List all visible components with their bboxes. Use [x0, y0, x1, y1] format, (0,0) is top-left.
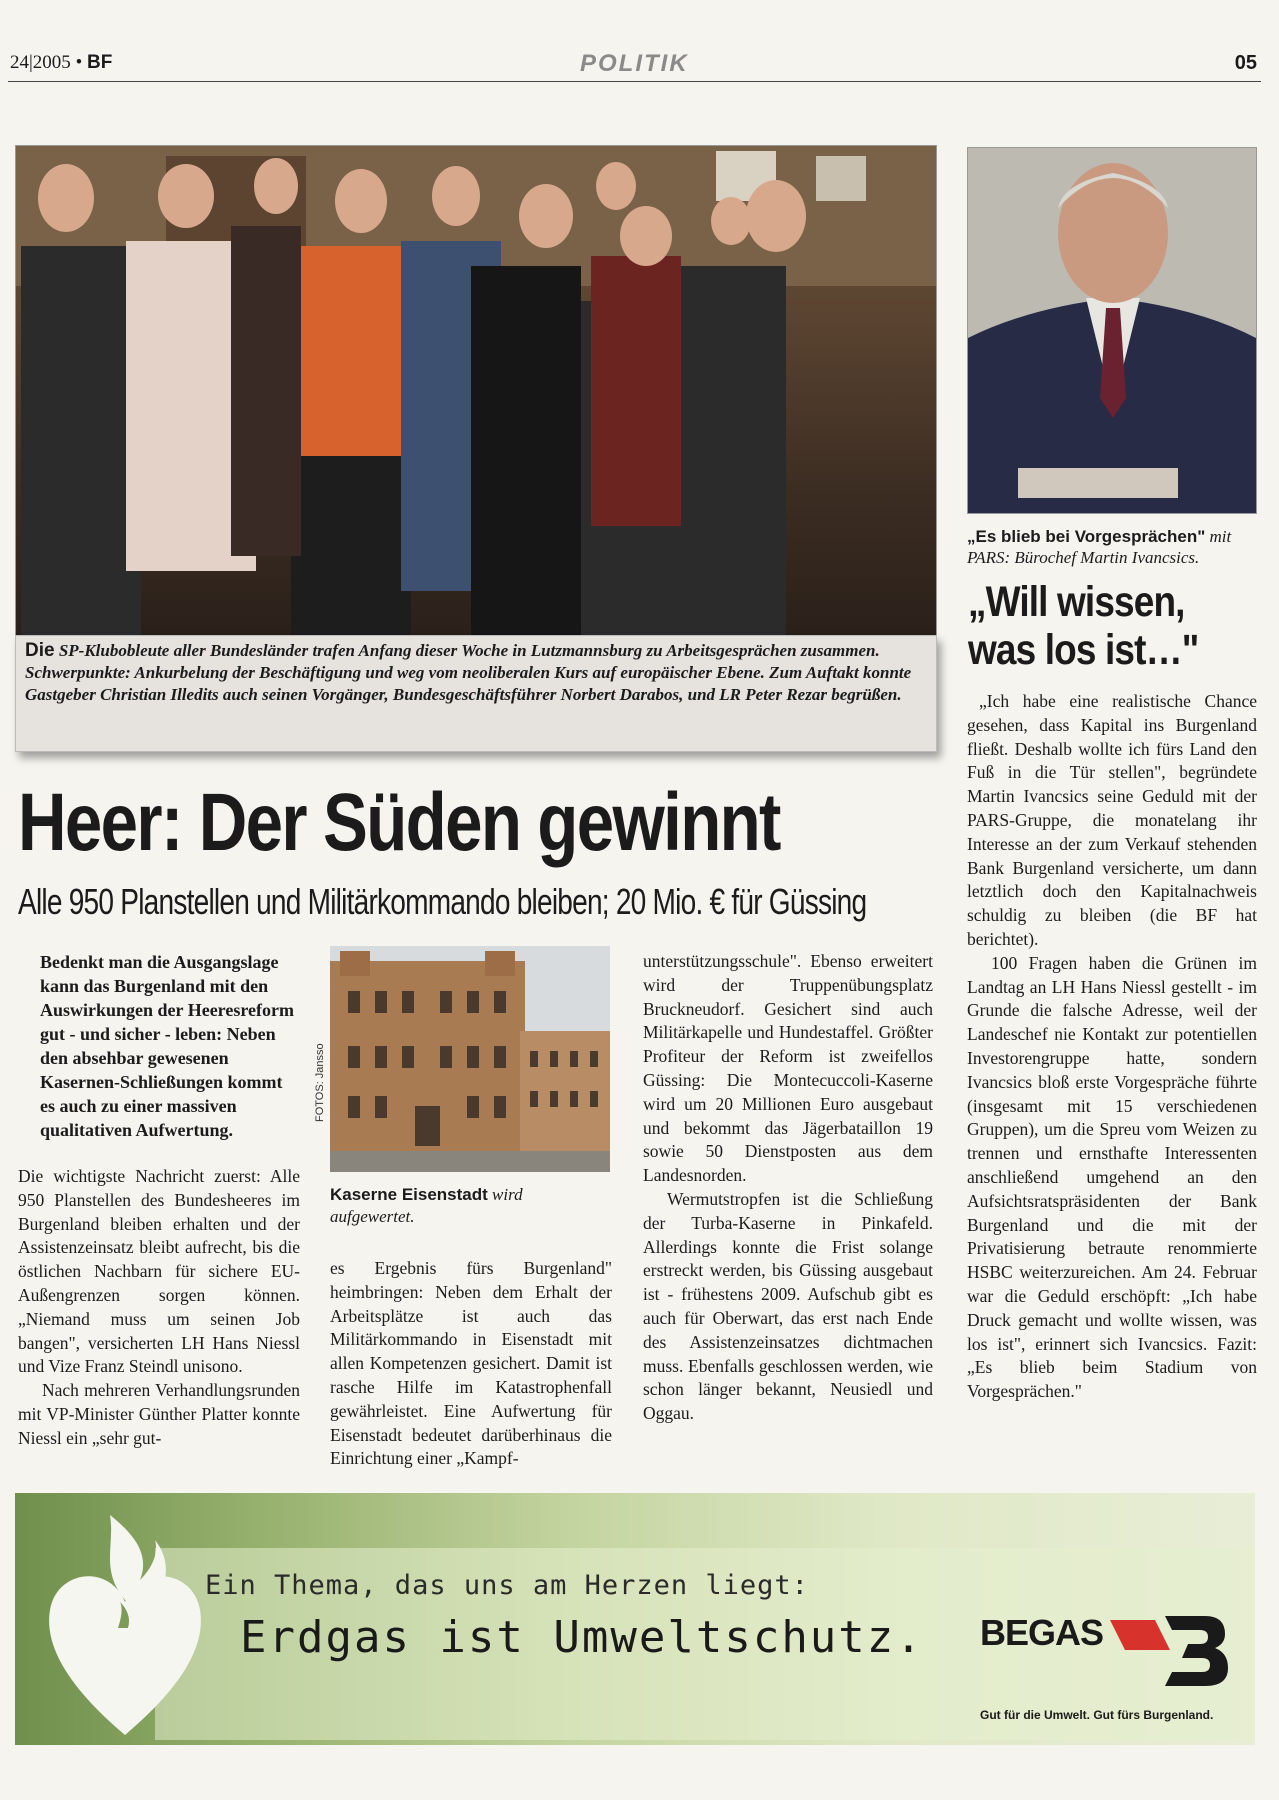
caption-text: SP-Klubobleute aller Bundesländer trafen Anfang dieser Woche in Lutzmannsburg zu Arbeitsgesprächen zusammen. Schwerpunkte: Ankurbelung der Beschäftigung und weg vom neoliberalen Kurs auf europäischer Ebene. Zum Auftakt konnte Gastgeber Christian Illedits auch seinen Vorgänger, Bundesgeschäftsführer Norbert Darabos, und LR Peter Rezar begrüßen.: [25, 641, 912, 704]
portrait-caption: [967, 526, 1257, 568]
paragraph: Wermutstropfen ist die Schließung der Turba-Kaserne in Pinkafeld. Allerdings konnte die Frist solange erstreckt werden, bis Güssing ausgebaut ist - frühestens 2009. Aufschub gibt es auch für Oberwart, das erst nach Ende des Assistenzeinsatzes dichtmachen muss. Ebenfalls geschlossen werden, wie schon länger bekannt, Neusiedl und Oggau.: [643, 1188, 933, 1424]
building-photo-caption: [330, 1184, 610, 1228]
barracks-illustration: [330, 946, 610, 1172]
article-lede: Bedenkt man die Ausgangslage kann das Burgenland mit den Auswirkungen der Heeresreform gut - und sicher - leben: Neben den absehbar gewesenen Kasernen-Schließungen kommt es auch zu einer massiven qualitativen Aufwertung.: [40, 952, 294, 1140]
photo-credit: FOTOS: Jansso: [314, 1043, 326, 1122]
portrait-photo: [967, 147, 1257, 514]
article-column-1: [18, 1165, 300, 1451]
paragraph: unterstützungsschule". Ebenso erweitert wird der Truppenübungsplatz Bruckneudorf. Gesichert sind auch Militärkapelle und Hundestaffel. Größter Profiteur der Reform ist zweifellos Güssing: Die Montecuccoli-Kaserne wird um 20 Millionen Euro ausgebaut und bekommt das Jägerbataillon 19 sowie 50 Dienstposten aus dem Landesnorden.: [643, 951, 933, 1186]
main-headline: Heer: Der Süden gewinnt: [18, 777, 780, 868]
page-number: 05: [1234, 52, 1257, 74]
ad-tagline: Gut für die Umwelt. Gut fürs Burgenland.: [980, 1708, 1214, 1722]
side-article-column: [967, 690, 1257, 1404]
article-column-3: [643, 950, 933, 1426]
group-photo-illustration: [16, 146, 936, 636]
publication-name: BF: [86, 52, 113, 73]
portrait-illustration: [968, 148, 1256, 513]
issue-label: [10, 52, 112, 74]
subheadline: Alle 950 Planstellen und Militärkommando bleiben; 20 Mio. € für Güssing: [18, 881, 867, 922]
heart-flame-icon: [40, 1510, 210, 1740]
caption-lead: Die: [25, 640, 55, 661]
building-photo: [330, 946, 610, 1172]
header-rule: [8, 81, 1261, 82]
ad-slogan-small: Ein Thema, das uns am Herzen liegt:: [205, 1570, 809, 1601]
side-headline: „Will wissen, was los ist…": [968, 578, 1199, 674]
paragraph: Die wichtigste Nachricht zuerst: Alle 950 Planstellen des Bundesheeres im Burgenland bleiben erhalten und der Assistenzeinsatz bleibt aufrecht, bis die östlichen Nachbarn für sichere EU-Außengrenzen sorgen können. „Niemand muss um seinen Job bangen", versicherten LH Hans Niessl und Vize Franz Steindl unisono.: [18, 1166, 300, 1377]
begas-logo-icon: [1110, 1608, 1230, 1688]
portrait-caption-lead: „Es blieb bei Vorgesprächen": [967, 527, 1206, 546]
group-photo: [15, 145, 937, 637]
article-column-2: [330, 1257, 612, 1471]
section-title: POLITIK: [580, 50, 689, 77]
paragraph: Nach mehreren Verhandlungsrunden mit VP-Minister Günther Platter konnte Niessl ein „sehr gut-: [18, 1380, 300, 1448]
begas-logo-text: BEGAS: [980, 1612, 1104, 1653]
paragraph: es Ergebnis fürs Burgenland" heimbringen: Neben dem Erhalt der Arbeitsplätze ist auch das Militärkommando in Eisenstadt mit allen Kompetenzen gesichert. Damit ist rasche Hilfe im Katastrophenfall gewährleistet. Eine Aufwertung für Eisenstadt bedeutet darüberhinaus die Einrichtung einer „Kampf-: [330, 1258, 612, 1469]
issue-number: 24|2005: [10, 52, 71, 73]
building-caption-lead: Kaserne Eisenstadt: [330, 1185, 488, 1204]
paragraph: 100 Fragen haben die Grünen im Landtag an LH Hans Niessl gestellt - im Grunde die falsche Adresse, weil der Landeschef nie Kontakt zur potentiellen Investorengruppe hatte, sondern Ivancsics bloß erste Vorgespräche führte (insgesamt mit 15 verschiedenen Gruppen), um die Spreu vom Weizen zu trennen und ernsthafte Interessenten anschließend umgehend an den Aufsichtsratspräsidenten der Bank Burgenland und die mit der Privatisierung betraute renommierte HSBC weiterzureichen. Am 24. Februar war die Geduld erschöpft: „Ich habe Druck gemacht und wollte wissen, was los ist", erinnert sich Ivancsics. Fazit: „Es blieb beim Stadium von Vorgesprächen.": [967, 952, 1257, 1402]
paragraph: „Ich habe eine realistische Chance gesehen, dass Kapital ins Burgenland fließt. Deshalb wollte ich fürs Land den Fuß in die Tür stellen", begründete Martin Ivancsics seine Geduld mit der PARS-Gruppe, die monatelang ihr Interesse an der zum Verkauf stehenden Bank Burgenland versicherte, um dann letztlich doch den Kapitalnachweis schuldig zu bleiben (die BF hat berichtet).: [967, 691, 1257, 949]
portrait-caption-text: mit PARS: Bürochef Martin Ivancsics.: [967, 527, 1232, 567]
ad-slogan-large: Erdgas ist Umweltschutz.: [240, 1612, 924, 1663]
bullet: •: [75, 52, 83, 73]
building-caption-text: wird aufgewertet.: [330, 1185, 523, 1226]
group-photo-caption: [25, 640, 930, 706]
